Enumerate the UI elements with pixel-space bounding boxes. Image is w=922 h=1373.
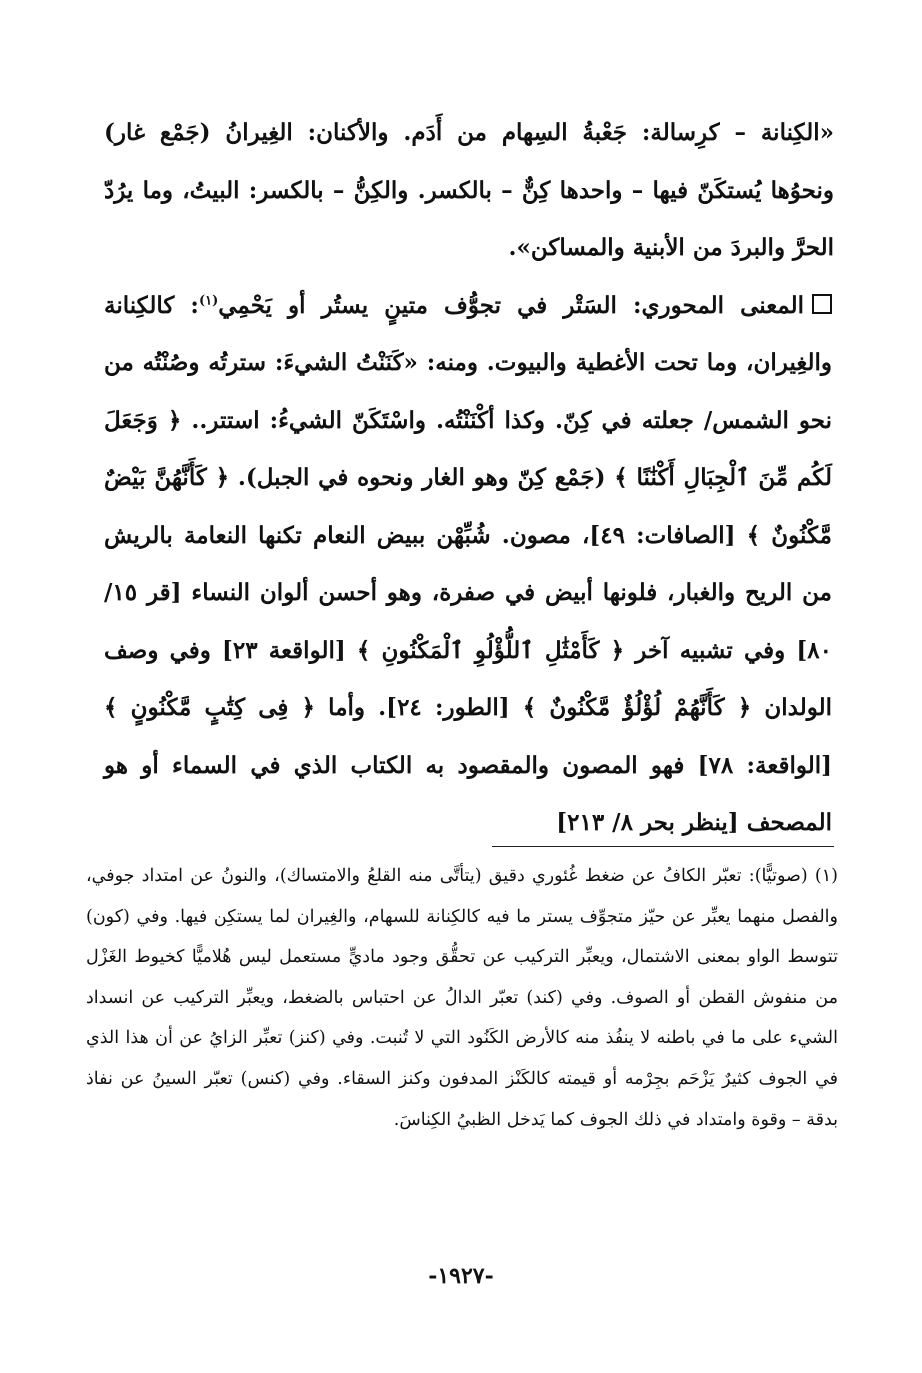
square-bullet-icon <box>812 294 832 314</box>
page-number: -١٩٢٧- <box>428 1263 494 1289</box>
footnote-text: (١) (صوتيًّا): تعبّر الكافُ عن ضغط غُئوري دقيق (يتأتَّى منه القلعُ والامتساك)، والنونُ عن امتداد جوفي، والفصل منهما يعبِّر عن حيّز متجوِّف يستر ما فيه كالكِنانة للسهام، والغِيران لما يستكِن فيها. وفي (كون) تتوسط الواو بمعنى الاشتمال، ويعبِّر التركيب عن تحقُّق وجود ماديٍّ مستعمل ليس هُلاميًّا كخيوط الغَزْل من منفوش القطن أو الصوف. وفي (كند) تعبّر الدالُ عن احتباس بالضغط، ويعبِّر التركيب عن انسداد الشيء على ما في باطنه لا ينفُذ منه كالأرض الكَنُود التي لا تُنبت. وفي (كنز) تعبِّر الزايُ عن أن هذا الذي في الجوف كثيرٌ يَزْحَم بجِرْمه أو قيمته كالكَنْز المدفون وكنز السقاء. وفي (كنس) تعبّر السينُ عن نفاذ بدقة – وقوة وامتداد في ذلك الجوف كما يَدخل الظبيُ الكِناسَ. <box>86 866 838 1130</box>
core-meaning-lead: المعنى المحوري: السَتْر في تجوُّف متينٍ يستُر أو يَحْمِي <box>218 291 804 319</box>
definition-paragraph: «الكِنانة – كرِسالة: جَعْبةُ السِهام من أَدَم. والأكنان: الغِيرانُ (جَمْع غار) ونحوُها يُستكَنّ فيها – واحدها كِنٌّ – بالكسر. والكِنُّ – بالكسر: البيتُ، وما يرُدّ الحرَّ والبردَ من الأبنية والمساكن». <box>104 119 834 261</box>
footnote-separator <box>492 846 834 847</box>
core-meaning-body: : كالكِنانة والغِيران، وما تحت الأغطية والبيوت. ومنه: «كَنَنْتُ الشيءَ: سترتُه وصُنْتُه من نحو الشمس/ جعلته في كِنّ. وكذا أكْنَنْتُه. واسْتَكَنّ الشيءُ: استتر.. ﴿ وَجَعَلَ لَكُم مِّنَ ٱلْجِبَالِ أَكْنَٰنًا ﴾ (جَمْع كِنّ وهو الغار ونحوه في الجبل). ﴿ كَأَنَّهُنَّ بَيْضٌ مَّكْنُونٌ ﴾ [الصافات: ٤٩]، مصون. شُبِّهْن ببيض النعام تكنها النعامة بالريش من الريح والغبار، فلونها أبيض في صفرة، وهو أحسن ألوان النساء [قر ١٥/ ٨٠] وفي تشبيه آخر ﴿ كَأَمْثَٰلِ ٱللُّؤْلُوِ ٱلْمَكْنُونِ ﴾ [الواقعة ٢٣] وفي وصف الولدان ﴿ كَأَنَّهُمْ لُؤْلُؤٌ مَّكْنُونٌ ﴾ [الطور: ٢٤]. وأما ﴿ فِى كِتَٰبٍ مَّكْنُونٍ ﴾ [الواقعة: ٧٨] فهو المصون والمقصود به الكتاب الذي في السماء أو هو المصحف [ينظر بحر ٨/ ٢١٣] <box>104 291 832 836</box>
main-text-block <box>104 104 834 852</box>
core-meaning-paragraph <box>104 277 834 852</box>
footnote-block <box>86 856 838 1140</box>
footnote-reference: (١) <box>198 292 219 308</box>
